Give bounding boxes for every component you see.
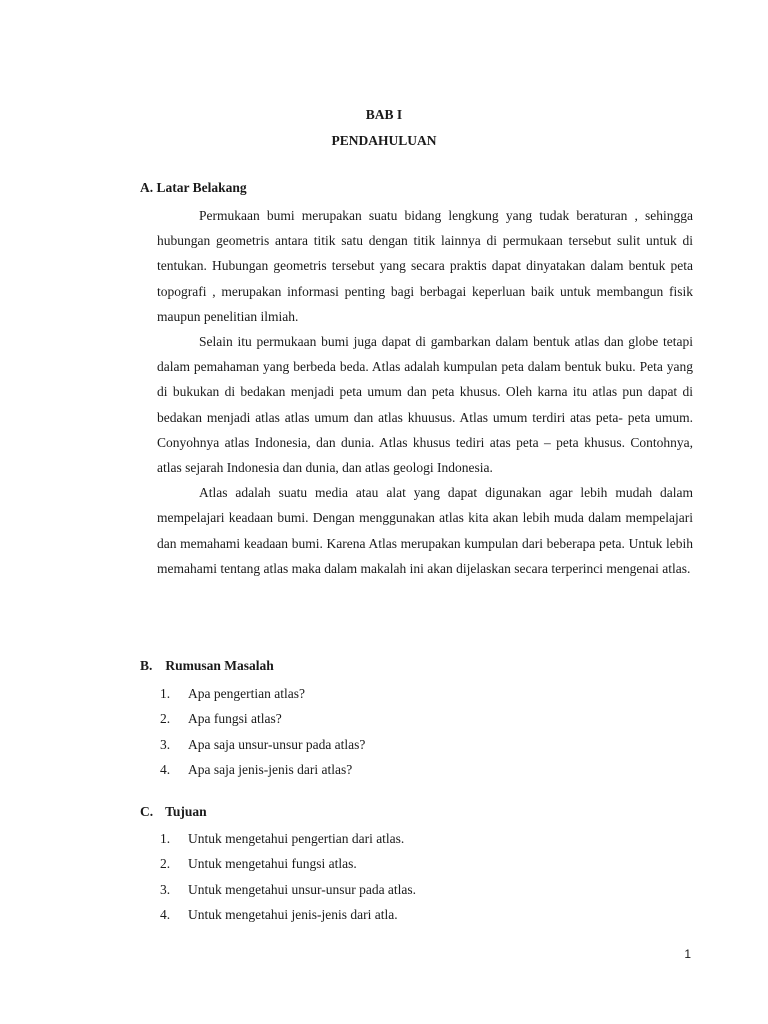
section-b-letter: B.	[140, 658, 153, 673]
list-item: 2. Apa fungsi atlas?	[160, 711, 282, 727]
list-item: 3. Untuk mengetahui unsur-unsur pada atlas.	[160, 881, 417, 897]
list-item: 3. Apa saja unsur-unsur pada atlas?	[160, 736, 366, 752]
list-item: 4. Untuk mengetahui jenis-jenis dari atla.	[160, 907, 398, 923]
list-item: 1. Apa pengertian atlas?	[160, 686, 305, 701]
section-c-letter: C.	[140, 804, 154, 819]
chapter-title: PENDAHULUAN	[331, 133, 437, 148]
chapter-number: BAB I	[365, 107, 403, 122]
list-item: 4. Apa saja jenis-jenis dari atlas?	[160, 762, 353, 778]
section-a-heading	[140, 180, 247, 196]
section-b-heading	[140, 658, 274, 674]
page-number: 1	[684, 947, 691, 961]
section-b-title: Rumusan Masalah	[165, 658, 274, 673]
research-questions-list	[157, 681, 365, 783]
paragraph: Atlas adalah suatu media atau alat yang dapat digunakan agar lebih mudah dalam mempelajari keadaan bumi. Dengan menggunakan atlas kita akan lebih muda dalam mempelajari dan memahami keadaan bumi. Karena Atlas merupakan kumpulan dari beberapa peta. Untuk lebih memahami tentang atlas maka dalam makalah ini akan dijelaskan secara terperinci mengenai atlas.	[157, 485, 693, 576]
paragraph: Permukaan bumi merupakan suatu bidang lengkung yang tudak beraturan , sehingga hubungan geometris antara titik satu dengan titik lainnya di permukaan tersebut sulit untuk di tentukan. Hubungan geometris tersebut yang secara praktis dapat dinyatakan dalam bentuk peta topografi , merupakan informasi penting bagi berbagai keperluan baik untuk membangun fisik maupun penelitian ilmiah.	[157, 208, 693, 324]
section-c-title: Tujuan	[165, 804, 207, 819]
section-a-body	[157, 203, 693, 581]
objectives-list	[157, 826, 416, 928]
list-item: 1. Untuk mengetahui pengertian dari atlas.	[160, 831, 405, 846]
section-a-title: Latar Belakang	[156, 180, 247, 195]
paragraph: Selain itu permukaan bumi juga dapat di gambarkan dalam bentuk atlas dan globe tetapi dalam pemahaman yang berbeda beda. Atlas adalah kumpulan peta dalam bentuk buku. Peta yang di bukukan di bedakan menjadi peta umum dan peta khusus. Oleh karna itu atlas pun dapat di bedakan menjadi atlas atlas umum dan atlas khuusus. Atlas umum terdiri atas peta- peta umum. Conyohnya atlas Indonesia, dan dunia. Atlas khusus tediri atas peta – peta khusus. Contohnya, atlas sejarah Indonesia dan dunia, dan atlas geologi Indonesia.	[157, 334, 693, 476]
section-a-letter: A.	[140, 180, 154, 195]
list-item: 2. Untuk mengetahui fungsi atlas.	[160, 856, 357, 872]
section-c-heading	[140, 804, 207, 820]
